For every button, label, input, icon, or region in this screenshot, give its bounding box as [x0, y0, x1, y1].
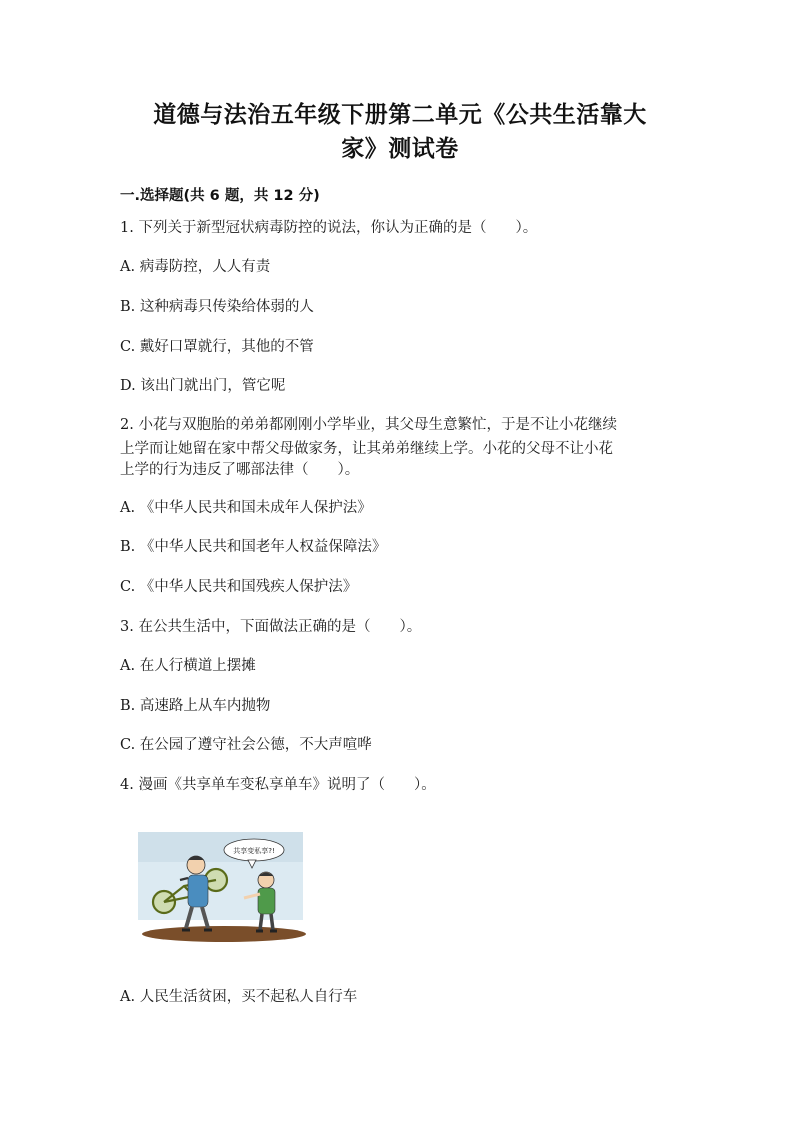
cartoon-ground: [142, 926, 306, 942]
question-4-stem: 4. 漫画《共享单车变私享单车》说明了（ ）。: [120, 777, 436, 793]
document-title-line-2: 家》测试卷: [341, 136, 459, 162]
section-heading: 一.选择题(共 6 题，共 12 分): [120, 188, 320, 204]
question-4-option-a: A. 人民生活贫困，买不起私人自行车: [120, 989, 358, 1005]
question-2-stem-line-3: 上学的行为违反了哪部法律（ ）。: [120, 462, 360, 478]
question-3-stem: 3. 在公共生活中，下面做法正确的是（ ）。: [120, 619, 422, 635]
question-3-option-a: A. 在人行横道上摆摊: [120, 658, 256, 674]
question-2-option-c: C. 《中华人民共和国残疾人保护法》: [120, 579, 358, 595]
document-title-line-1: 道德与法治五年级下册第二单元《公共生活靠大: [153, 102, 647, 128]
question-2-option-a: A. 《中华人民共和国未成年人保护法》: [120, 500, 372, 516]
question-2-stem-line-2: 上学而让她留在家中帮父母做家务，让其弟弟继续上学。小花的父母不让小花: [120, 441, 613, 457]
speech-bubble-text: 共享变私享?!: [233, 847, 275, 855]
question-3-option-c: C. 在公园了遵守社会公德，不大声喧哗: [120, 737, 372, 753]
question-1-stem: 1. 下列关于新型冠状病毒防控的说法，你认为正确的是（ ）。: [120, 220, 538, 236]
question-2-option-b: B. 《中华人民共和国老年人权益保障法》: [120, 539, 387, 555]
question-1-option-d: D. 该出门就出门，管它呢: [120, 378, 286, 394]
question-1-option-b: B. 这种病毒只传染给体弱的人: [120, 299, 314, 315]
question-2-stem-line-1: 2. 小花与双胞胎的弟弟都刚刚小学毕业，其父母生意繁忙，于是不让小花继续: [120, 417, 617, 433]
question-1-option-c: C. 戴好口罩就行，其他的不管: [120, 339, 314, 355]
question-1-option-a: A. 病毒防控，人人有责: [120, 259, 271, 275]
shared-bike-cartoon: [136, 830, 312, 945]
question-3-option-b: B. 高速路上从车内抛物: [120, 698, 271, 714]
